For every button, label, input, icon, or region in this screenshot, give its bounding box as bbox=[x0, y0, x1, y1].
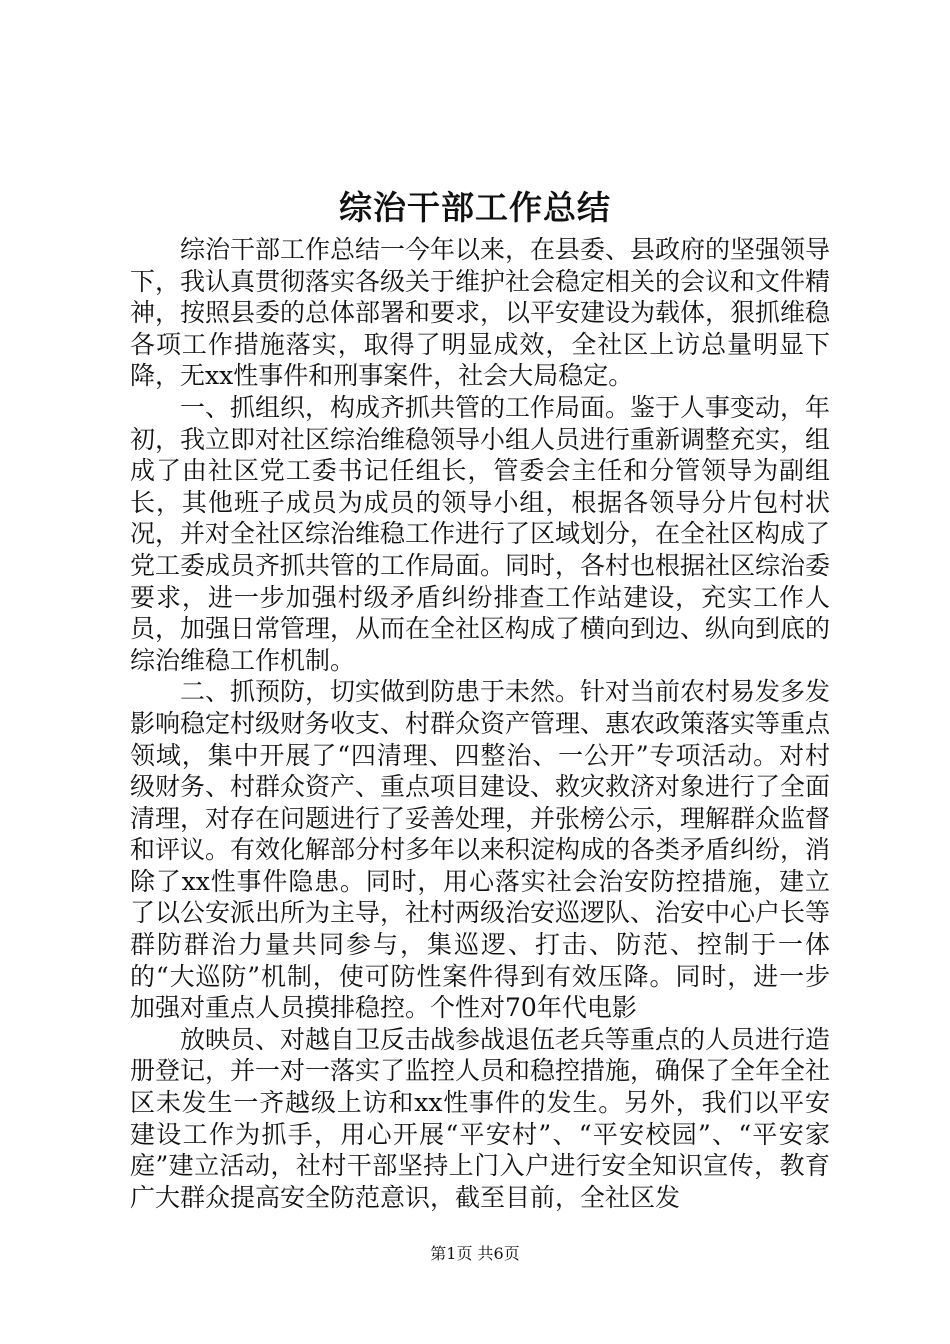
paragraph-organization: 一、抓组织，构成齐抓共管的工作局面。鉴于人事变动，年初，我立即对社区综治维稳领导小组人员进行重新调整充实，组成了由社区党工委书记任组长，管委会主任和分管领导为副组长，其他班子成员为成员的领导小组，根据各领导分片包村状况，并对全社区综治维稳工作进行了区域划分，在全社区构成了党工委成员齐抓共管的工作局面。同时，各村也根据社区综治委要求，进一步加强村级矛盾纠纷排查工作站建设，充实工作人员，加强日常管理，从而在全社区构成了横向到边、纵向到底的综治维稳工作机制。 bbox=[130, 392, 831, 675]
paragraph-intro: 综治干部工作总结一今年以来，在县委、县政府的坚强领导下，我认真贯彻落实各级关于维护社会稳定相关的会议和文件精神，按照县委的总体部署和要求，以平安建设为载体，狠抓维稳各项工作措施落实，取得了明显成效，全社区上访总量明显下降，无xx性事件和刑事案件，社会大局稳定。 bbox=[130, 235, 831, 391]
paragraph-prevention: 二、抓预防，切实做到防患于未然。针对当前农村易发多发影响稳定村级财务收支、村群众资产管理、惠农政策落实等重点领域，集中开展了“四清理、四整治、一公开”专项活动。对村级财务、村群众资产、重点项目建设、救灾救济对象进行了全面清理，对存在问题进行了妥善处理，并张榜公示，理解群众监督和评议。有效化解部分村多年以来积淀构成的各类矛盾纠纷，消除了xx性事件隐患。同时，用心落实社会治安防控措施，建立了以公安派出所为主导，社村两级治安巡逻队、治安中心户长等群防群治力量共同参与，集巡逻、打击、防范、控制于一体的“大巡防”机制，使可防性案件得到有效压降。同时，进一步加强对重点人员摸排稳控。个性对70年代电影 bbox=[130, 677, 831, 1023]
document-body bbox=[130, 234, 830, 1213]
page-footer: 第1页 共6页 bbox=[430, 1244, 520, 1263]
document-title: 综治干部工作总结 bbox=[339, 188, 611, 227]
paragraph-registration: 放映员、对越自卫反击战参战退伍老兵等重点的人员进行造册登记，并一对一落实了监控人员和稳控措施，确保了全年全社区未发生一齐越级上访和xx性事件的发生。另外，我们以平安建设工作为抓手，用心开展“平安村”、“平安校园”、“平安家庭”建立活动，社村干部坚持上门入户进行安全知识宣传，教育广大群众提高安全防范意识，截至目前，全社区发 bbox=[130, 1024, 831, 1212]
